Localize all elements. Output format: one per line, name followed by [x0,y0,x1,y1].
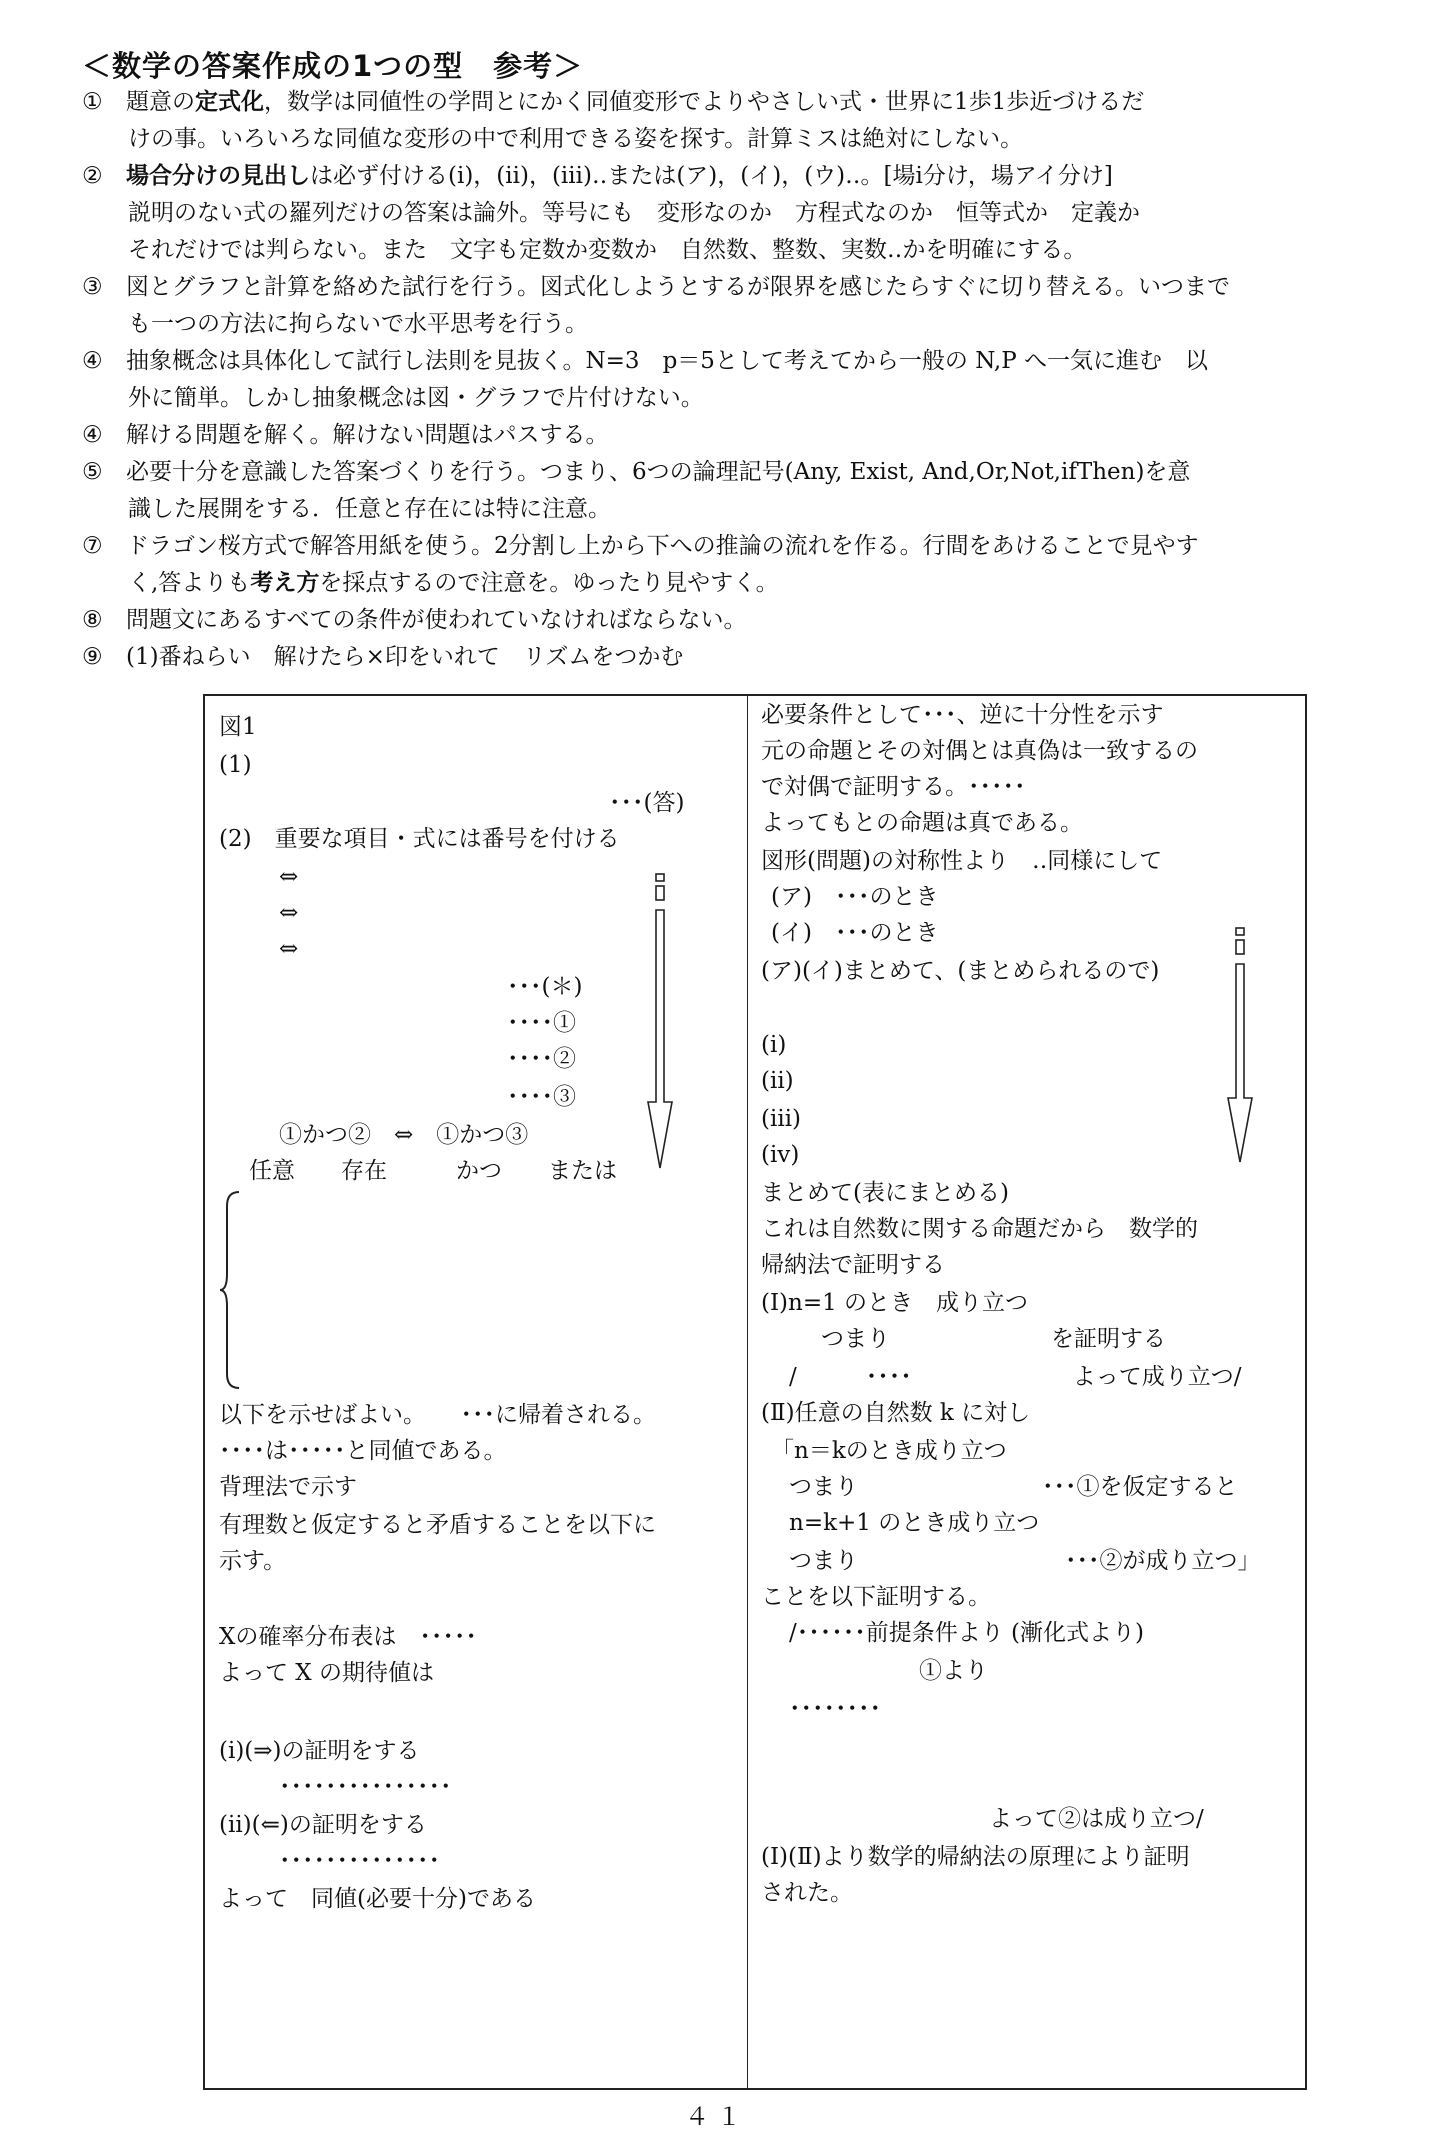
item-line [126,639,1382,676]
answer-sheet-example [203,694,1307,2090]
left-column-line: ⇔ [279,900,299,926]
right-column-line: つまり ･･･②が成り立つ」 [789,1548,1261,1574]
item-line [126,84,1382,121]
guideline-item [82,84,1382,158]
item-number: ⑧ [82,607,103,633]
left-column-line: ⇔ [279,864,299,890]
right-column-line: ････････ [789,1696,881,1722]
page-number: ４１ [685,2103,749,2131]
guideline-item [82,417,1382,454]
item-number: ② [82,163,103,189]
left-column-line: 任意 存在 かつ または [249,1158,617,1184]
left-column-line: ･･･(＊) [507,974,583,1000]
left-column-line: ････③ [507,1084,576,1110]
item-number: ④ [82,422,103,448]
right-column-line: (Ⅰ)(Ⅱ)より数学的帰納法の原理により証明 [761,1844,1190,1870]
left-column-line: 示す。 [219,1548,287,1574]
right-column-line: よってもとの命題は真である。 [761,810,1083,836]
right-column-line: (ア) ･･･のとき [771,884,939,910]
left-column-line: ･･･(答) [609,790,685,816]
item-number: ⑨ [82,644,103,670]
curly-brace-icon [219,1190,243,1390]
left-column-line: 以下を示せばよい。 ･･･に帰着される。 [219,1402,656,1428]
item-text: は必ず付ける(ⅰ)，(ⅱ)，(ⅲ)‥または(ア)，(イ)，(ウ)‥。[場ⅰ分け，場アイ分け] [310,163,1113,189]
right-column-line: これは自然数に関する命題だから 数学的 [761,1216,1198,1242]
item-text: ，数学は同値性の学問とにかく同値変形でよりやさしい式・世界に1歩1歩近づけるだ [264,89,1145,115]
item-number: ① [82,89,103,115]
right-column-line: よって②は成り立つ/ [989,1806,1204,1832]
guideline-item [82,639,1382,676]
item-line [126,343,1382,380]
right-column-line: 図形(問題)の対称性より ‥同様にして [761,848,1163,874]
right-column-line: n=k+1 のとき成り立つ [789,1510,1040,1536]
left-column-line: Xの確率分布表は ･････ [219,1624,477,1650]
item-keyword: 考え方 [250,570,320,596]
item-text: く,答よりも [128,570,251,596]
left-column-line: ⇔ [279,936,299,962]
left-column-line: よって 同値(必要十分)である [219,1886,536,1912]
item-text: も一つの方法に拘らないで水平思考を行う。 [128,311,588,337]
left-column [205,696,747,2088]
right-column-line: ①より [919,1658,988,1684]
right-column-line: された。 [761,1880,853,1906]
left-column-line: ････① [507,1010,576,1036]
item-line [126,269,1382,306]
left-column-line: (1) [219,752,252,778]
item-text: 問題文にあるすべての条件が使われていなければならない。 [126,607,747,633]
item-text: 説明のない式の羅列だけの答案は論外。等号にも 変形なのか 方程式なのか 恒等式か 定義か [128,200,1140,226]
item-text: 解ける問題を解く。解けない問題はパスする。 [126,422,609,448]
right-column-line: 元の命題とその対偶とは真偽は一致するの [761,738,1198,764]
item-text: ドラゴン桜方式で解答用紙を使う。2分割し上から下への推論の流れを作る。行間をあけることで見やす [126,533,1199,559]
item-line [126,380,1382,417]
left-column-line: (ⅰ)(⇒)の証明をする [219,1738,420,1764]
column-divider [747,696,748,2088]
guideline-item [82,454,1382,528]
item-line [126,565,1382,602]
right-column-line: (ⅲ) [761,1106,802,1132]
guideline-item [82,528,1382,602]
guideline-list [82,84,1382,676]
item-number: ⑤ [82,459,103,485]
left-column-line: ････は･････と同値である。 [219,1438,507,1464]
left-column-line: 背理法で示す [219,1474,357,1500]
item-line [126,491,1382,528]
item-line [126,121,1382,158]
right-column-line: /･･････前提条件より (漸化式より) [789,1620,1145,1646]
item-line [126,232,1382,269]
item-text: を採点するので注意を。ゆったり見やすく。 [319,570,779,596]
guideline-item [82,269,1382,343]
right-column-line: つまり ･･･①を仮定すると [789,1474,1238,1500]
item-line [126,602,1382,639]
item-line [126,528,1382,565]
item-text: 識した展開をする．任意と存在には特に注意。 [128,496,611,522]
right-column-line: (ⅰ) [761,1032,787,1058]
item-keyword: 場合分けの見出し [126,163,310,189]
left-column-line: (2) 重要な項目・式には番号を付ける [219,826,620,852]
right-column-line: / ････ よって成り立つ/ [789,1364,1242,1390]
right-column-line: ことを以下証明する。 [761,1584,991,1610]
item-text: (1)番ねらい 解けたら×印をいれて リズムをつかむ [126,644,684,670]
guideline-item [82,158,1382,269]
left-column-line: (ⅱ)(⇐)の証明をする [219,1812,427,1838]
right-column-line: 必要条件として･･･、逆に十分性を示す [761,702,1164,728]
right-column-line: まとめて(表にまとめる) [761,1180,1009,1206]
item-number: ⑦ [82,533,103,559]
left-column-line: 図1 [219,714,257,740]
item-text: 抽象概念は具体化して試行し法則を見抜く。N=3 p＝5として考えてから一般の N,P へ一気に進む 以 [126,348,1208,374]
item-text: けの事。いろいろな同値な変形の中で利用できる姿を探す。計算ミスは絶対にしない。 [128,126,1024,152]
down-arrow-icon [645,872,675,1172]
guideline-item [82,343,1382,417]
item-line [126,306,1382,343]
item-text: 題意の [126,89,195,115]
right-column-line: で対偶で証明する。･････ [761,774,1026,800]
item-text: 必要十分を意識した答案づくりを行う。つまり、6つの論理記号(Any, Exist, And,Or,Not,ifThen)を意 [126,459,1191,485]
left-column-line: ･･･････････････ [279,1774,452,1800]
item-text: 図とグラフと計算を絡めた試行を行う。図式化しようとするが限界を感じたらすぐに切り替える。いつまで [126,274,1230,300]
right-column-line: (ア)(イ)まとめて、(まとめられるので) [761,958,1160,984]
right-column-line: (ⅱ) [761,1068,794,1094]
left-column-line: 有理数と仮定すると矛盾することを以下に [219,1512,656,1538]
right-column [749,696,1307,2088]
down-arrow-icon [1225,926,1255,1166]
right-column-line: (ⅳ) [761,1142,800,1168]
left-column-line: ････② [507,1046,576,1072]
item-line [126,417,1382,454]
page-title: ＜数学の答案作成の1つの型 参考＞ [82,49,584,83]
item-number: ③ [82,274,103,300]
right-column-line: (Ⅱ)任意の自然数 k に対し [761,1400,1031,1426]
guideline-item [82,602,1382,639]
item-line [126,158,1382,195]
item-line [126,454,1382,491]
item-text: それだけでは判らない。また 文字も定数か変数か 自然数、整数、実数‥かを明確にする。 [128,237,1087,263]
right-column-line: 帰納法で証明する [761,1252,945,1278]
item-text: 外に簡単。しかし抽象概念は図・グラフで片付けない。 [128,385,704,411]
left-column-line: ①かつ② ⇔ ①かつ③ [279,1122,529,1148]
right-column-line: 「n＝kのとき成り立つ [771,1438,1007,1464]
left-column-line: よって X の期待値は [219,1660,434,1686]
item-keyword: 定式化 [195,89,264,115]
right-column-line: つまり を証明する [821,1326,1166,1352]
item-number: ④ [82,348,103,374]
item-line [126,195,1382,232]
right-column-line: (Ⅰ)n=1 のとき 成り立つ [761,1290,1029,1316]
right-column-line: (イ) ･･･のとき [771,920,939,946]
left-column-line: ･･････････････ [279,1848,440,1874]
